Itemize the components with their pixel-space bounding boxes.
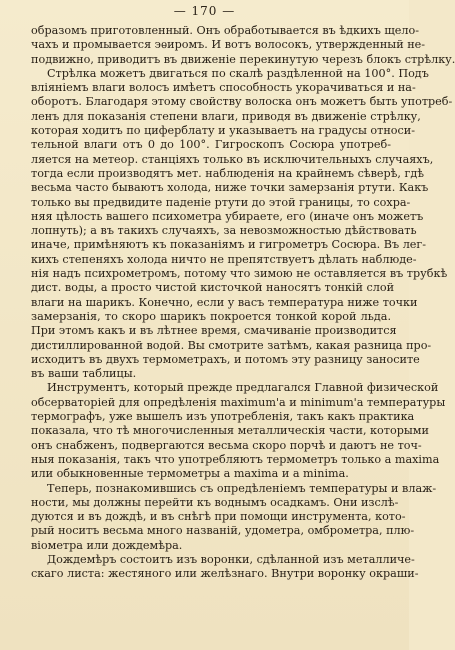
text-line: При этомъ какъ и въ лѣтнее время, смачиваніе производится: [31, 324, 397, 338]
text-line: вліяніемъ влаги волосъ имѣетъ способность укорачиваться и на-: [31, 81, 416, 95]
text-line: Теперь, познакомившись съ опредѣленіемъ температуры и влаж-: [47, 481, 437, 495]
page-number: — 170 —: [173, 4, 236, 18]
text-line: дист. воды, а просто чистой кисточкой наносятъ тонкій слой: [31, 281, 395, 295]
text-line: или обыкновенные термометры а maxima и а minima.: [31, 467, 349, 481]
text-line: Инструментъ, который прежде предлагался Главной физической: [47, 381, 439, 395]
text-line: тельной влаги отъ 0 до 100°. Гигроскопъ Сосюра употреб-: [31, 138, 391, 152]
text-line: термографъ, уже вышелъ изъ употребленія, такъ какъ практика: [31, 410, 415, 424]
text-line: віометра или дождемѣра.: [31, 538, 183, 552]
text-line: Дождемѣръ состоитъ изъ воронки, сдѣланной изъ металличе-: [47, 552, 415, 566]
text-line: весьма часто бываютъ холода, ниже точки замерзанія ртути. Какъ: [31, 181, 429, 195]
text-line: показала, что тѣ многочисленныя металлическія части, которыми: [31, 424, 429, 438]
text-line: ляется на метеор. станціяхъ только въ исключительныхъ случаяхъ,: [31, 152, 434, 166]
body-text: [31, 24, 455, 582]
text-line: ныя показанія, такъ что употребляютъ термометръ только а maxima: [31, 452, 440, 466]
text-line: оборотъ. Благодаря этому свойству волоска онъ можетъ быть употреб-: [31, 95, 453, 109]
text-line: замерзанія, то скоро шарикъ покроется тонкой корой льда.: [31, 309, 391, 323]
text-line: влаги на шарикъ. Конечно, если у васъ температура ниже точки: [31, 295, 418, 309]
text-line: иначе, примѣняютъ къ показаніямъ и гигрометръ Сосюра. Въ лег-: [31, 238, 427, 252]
text-line: кихъ степеняхъ холода ничто не препятствуетъ дѣлать наблюде-: [31, 252, 417, 266]
text-line: ности, мы должны перейти къ воднымъ осадкамъ. Они изслѣ-: [31, 495, 399, 509]
text-line: няя цѣлость вашего психометра убираете, его (иначе онъ можетъ: [31, 209, 424, 223]
text-line: Стрѣлка можетъ двигаться по скалѣ раздѣленной на 100°. Подъ: [47, 66, 429, 80]
text-line: которая ходитъ по циферблату и указываетъ на градусы относи-: [31, 124, 416, 138]
text-line: нія надъ психрометромъ, потому что зимою не оставляется въ трубкѣ: [31, 267, 448, 281]
text-line: исходитъ въ двухъ термометрахъ, и потомъ эту разницу заносите: [31, 352, 420, 366]
text-line: подвижно, приводитъ въ движеніе перекинутую черезъ блокъ стрѣлку.: [31, 52, 455, 66]
text-line: тогда если производятъ мет. наблюденія на крайнемъ сѣверѣ, гдѣ: [31, 166, 425, 180]
text-line: лопнуть); а въ такихъ случаяхъ, за невозможностью дѣйствовать: [31, 224, 417, 238]
text-line: обсерваторіей для опредѣленія maximum'а и minimum'а температуры: [31, 395, 446, 409]
text-line: дуются и въ дождѣ, и въ снѣгѣ при помощи инструмента, кото-: [31, 510, 406, 524]
text-line: онъ снабженъ, подвергаются весьма скоро порчѣ и даютъ не точ-: [31, 438, 422, 452]
text-line: только вы предвидите паденіе ртути до этой границы, то сохра-: [31, 195, 411, 209]
text-line: рый носитъ весьма много названій, удометра, омброметра, плю-: [31, 524, 415, 538]
text-line: чахъ и промывается эѳиромъ. И вотъ волосокъ, утвержденный не-: [31, 38, 426, 52]
text-line: ленъ для показанія степени влаги, приводя въ движеніе стрѣлку,: [31, 109, 421, 123]
text-line: образомъ приготовленный. Онъ обработывается въ ѣдкихъ щело-: [31, 24, 420, 37]
text-line: дистиллированной водой. Вы смотрите затѣмъ, какая разница про-: [31, 338, 432, 352]
text-line: скаго листа: жестяного или желѣзнаго. Внутри воронку окраши-: [31, 567, 419, 581]
text-line: въ ваши таблицы.: [31, 367, 137, 381]
